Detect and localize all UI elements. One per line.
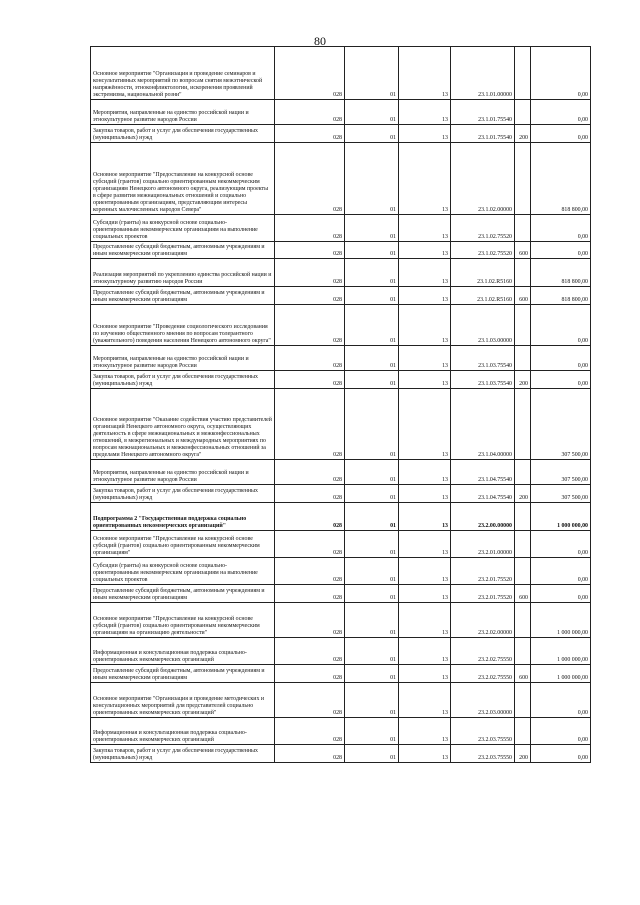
target-article-cell: 23.1.01.00000 xyxy=(451,47,515,100)
subsection-code-cell: 13 xyxy=(399,215,451,242)
section-code-cell: 01 xyxy=(345,47,399,100)
table-row xyxy=(91,558,591,585)
table-row xyxy=(91,47,591,100)
table-row xyxy=(91,287,591,305)
table-row xyxy=(91,503,591,531)
ministry-code-cell: 028 xyxy=(275,558,345,585)
ministry-code-cell: 028 xyxy=(275,305,345,346)
section-code-cell: 01 xyxy=(345,745,399,763)
table-row xyxy=(91,745,591,763)
amount-cell: 0,00 xyxy=(531,125,591,143)
table-row xyxy=(91,242,591,259)
subsection-code-cell: 13 xyxy=(399,683,451,718)
row-name-cell: Мероприятия, направленные на единство российской нации и этнокультурное развитие народов России xyxy=(91,460,275,485)
row-name-cell: Основное мероприятие "Организация и проведение семинаров и консультативных мероприятий по вопросам снятия межэтнической напряжённости, этноконфликтологии, искоренения проявлений экстремизма, национальной розни" xyxy=(91,47,275,100)
subsection-code-cell: 13 xyxy=(399,718,451,745)
target-article-cell: 23.2.00.00000 xyxy=(451,503,515,531)
ministry-code-cell: 028 xyxy=(275,47,345,100)
table-row xyxy=(91,143,591,215)
row-name-cell: Закупка товаров, работ и услуг для обеспечения государственных (муниципальных) нужд xyxy=(91,745,275,763)
section-code-cell: 01 xyxy=(345,371,399,389)
ministry-code-cell: 028 xyxy=(275,603,345,638)
target-article-cell: 23.2.01.75520 xyxy=(451,558,515,585)
section-code-cell: 01 xyxy=(345,215,399,242)
table-row xyxy=(91,603,591,638)
amount-cell: 307 500,00 xyxy=(531,485,591,503)
row-name-cell: Субсидии (гранты) на конкурсной основе социально-ориентированным некоммерческим организациям на выполнение социальных проектов xyxy=(91,215,275,242)
amount-cell: 0,00 xyxy=(531,47,591,100)
expense-type-cell xyxy=(515,143,531,215)
table-row xyxy=(91,531,591,558)
subsection-code-cell: 13 xyxy=(399,485,451,503)
ministry-code-cell: 028 xyxy=(275,683,345,718)
section-code-cell: 01 xyxy=(345,503,399,531)
expense-type-cell xyxy=(515,683,531,718)
target-article-cell: 23.1.03.75540 xyxy=(451,371,515,389)
section-code-cell: 01 xyxy=(345,665,399,683)
expense-type-cell: 200 xyxy=(515,371,531,389)
section-code-cell: 01 xyxy=(345,143,399,215)
target-article-cell: 23.1.04.75540 xyxy=(451,460,515,485)
amount-cell: 0,00 xyxy=(531,100,591,125)
ministry-code-cell: 028 xyxy=(275,503,345,531)
row-name-cell: Основное мероприятие "Проведение социологического исследования по изучению общественного мнения по вопросам толерантного (уважительного) поведения населения Ненецкого автономного округа" xyxy=(91,305,275,346)
row-name-cell: Субсидии (гранты) на конкурсной основе социально-ориентированным некоммерческим организациям на выполнение социальных проектов xyxy=(91,558,275,585)
amount-cell: 1 000 000,00 xyxy=(531,503,591,531)
target-article-cell: 23.1.02.R5160 xyxy=(451,287,515,305)
amount-cell: 1 000 000,00 xyxy=(531,638,591,665)
ministry-code-cell: 028 xyxy=(275,125,345,143)
expense-type-cell: 600 xyxy=(515,242,531,259)
amount-cell: 1 000 000,00 xyxy=(531,603,591,638)
row-name-cell: Основное мероприятие "Предоставление на конкурсной основе субсидий (грантов) социально ориентированным некоммерческим организациям на организацию деятельности" xyxy=(91,603,275,638)
expense-type-cell xyxy=(515,259,531,287)
subsection-code-cell: 13 xyxy=(399,287,451,305)
ministry-code-cell: 028 xyxy=(275,718,345,745)
ministry-code-cell: 028 xyxy=(275,460,345,485)
table-row xyxy=(91,665,591,683)
subsection-code-cell: 13 xyxy=(399,125,451,143)
table-row xyxy=(91,346,591,371)
ministry-code-cell: 028 xyxy=(275,346,345,371)
expense-type-cell xyxy=(515,638,531,665)
target-article-cell: 23.1.02.R5160 xyxy=(451,259,515,287)
amount-cell: 0,00 xyxy=(531,371,591,389)
subsection-code-cell: 13 xyxy=(399,638,451,665)
subsection-code-cell: 13 xyxy=(399,305,451,346)
ministry-code-cell: 028 xyxy=(275,389,345,460)
section-code-cell: 01 xyxy=(345,460,399,485)
section-code-cell: 01 xyxy=(345,259,399,287)
amount-cell: 0,00 xyxy=(531,346,591,371)
section-code-cell: 01 xyxy=(345,718,399,745)
section-code-cell: 01 xyxy=(345,485,399,503)
row-name-cell: Предоставление субсидий бюджетным, автономным учреждениям и иным некоммерческим организациям xyxy=(91,287,275,305)
target-article-cell: 23.2.03.75550 xyxy=(451,745,515,763)
target-article-cell: 23.1.04.00000 xyxy=(451,389,515,460)
row-name-cell: Информационная и консультационная поддержка социально-ориентированных некоммерческих организаций xyxy=(91,638,275,665)
table-row xyxy=(91,389,591,460)
amount-cell: 818 800,00 xyxy=(531,143,591,215)
row-name-cell: Основное мероприятие "Оказание содействия участию представителей организаций Ненецкого автономного округа, осуществляющих деятельность в сфере межнациональных и межконфессиональных отношений, в межрегиональных и международных мероприятиях по вопросам межнациональных и межконфессиональных отношений за пределами Ненецкого автономного округа" xyxy=(91,389,275,460)
amount-cell: 0,00 xyxy=(531,718,591,745)
expense-type-cell xyxy=(515,718,531,745)
table-row xyxy=(91,638,591,665)
section-code-cell: 01 xyxy=(345,638,399,665)
subsection-code-cell: 13 xyxy=(399,346,451,371)
amount-cell: 0,00 xyxy=(531,305,591,346)
row-name-cell: Предоставление субсидий бюджетным, автономным учреждениям и иным некоммерческим организациям xyxy=(91,585,275,603)
expense-type-cell xyxy=(515,460,531,485)
ministry-code-cell: 028 xyxy=(275,531,345,558)
expense-type-cell xyxy=(515,47,531,100)
subsection-code-cell: 13 xyxy=(399,665,451,683)
row-name-cell: Основное мероприятие "Организация и проведение методических и консультационных мероприятий для представителей социально ориентированных некоммерческих организаций" xyxy=(91,683,275,718)
subsection-code-cell: 13 xyxy=(399,242,451,259)
amount-cell: 818 800,00 xyxy=(531,287,591,305)
section-code-cell: 01 xyxy=(345,125,399,143)
target-article-cell: 23.1.01.75540 xyxy=(451,100,515,125)
target-article-cell: 23.1.02.00000 xyxy=(451,143,515,215)
expense-type-cell xyxy=(515,215,531,242)
target-article-cell: 23.1.01.75540 xyxy=(451,125,515,143)
expense-type-cell xyxy=(515,100,531,125)
table-row xyxy=(91,215,591,242)
section-code-cell: 01 xyxy=(345,683,399,718)
ministry-code-cell: 028 xyxy=(275,745,345,763)
section-code-cell: 01 xyxy=(345,100,399,125)
target-article-cell: 23.2.03.00000 xyxy=(451,683,515,718)
ministry-code-cell: 028 xyxy=(275,638,345,665)
expense-type-cell: 200 xyxy=(515,485,531,503)
target-article-cell: 23.1.02.75520 xyxy=(451,242,515,259)
amount-cell: 0,00 xyxy=(531,558,591,585)
subsection-code-cell: 13 xyxy=(399,585,451,603)
target-article-cell: 23.2.02.75550 xyxy=(451,638,515,665)
ministry-code-cell: 028 xyxy=(275,100,345,125)
row-name-cell: Предоставление субсидий бюджетным, автономным учреждениям и иным некоммерческим организациям xyxy=(91,665,275,683)
target-article-cell: 23.1.03.00000 xyxy=(451,305,515,346)
amount-cell: 307 500,00 xyxy=(531,460,591,485)
row-name-cell: Закупка товаров, работ и услуг для обеспечения государственных (муниципальных) нужд xyxy=(91,371,275,389)
target-article-cell: 23.1.02.75520 xyxy=(451,215,515,242)
page-number: 80 xyxy=(314,34,326,48)
section-code-cell: 01 xyxy=(345,242,399,259)
amount-cell: 0,00 xyxy=(531,215,591,242)
table-row xyxy=(91,683,591,718)
target-article-cell: 23.2.01.75520 xyxy=(451,585,515,603)
target-article-cell: 23.2.03.75550 xyxy=(451,718,515,745)
table-row xyxy=(91,371,591,389)
ministry-code-cell: 028 xyxy=(275,143,345,215)
row-name-cell: Подпрограмма 2 "Государственная поддержка социально ориентированных некоммерческих организаций" xyxy=(91,503,275,531)
expense-type-cell: 600 xyxy=(515,665,531,683)
row-name-cell: Информационная и консультационная поддержка социально-ориентированных некоммерческих организаций xyxy=(91,718,275,745)
section-code-cell: 01 xyxy=(345,531,399,558)
section-code-cell: 01 xyxy=(345,346,399,371)
table-row xyxy=(91,585,591,603)
table-row xyxy=(91,305,591,346)
subsection-code-cell: 13 xyxy=(399,558,451,585)
amount-cell: 307 500,00 xyxy=(531,389,591,460)
budget-table xyxy=(90,46,591,763)
ministry-code-cell: 028 xyxy=(275,585,345,603)
ministry-code-cell: 028 xyxy=(275,259,345,287)
subsection-code-cell: 13 xyxy=(399,371,451,389)
row-name-cell: Мероприятия, направленные на единство российской нации и этнокультурное развитие народов России xyxy=(91,346,275,371)
subsection-code-cell: 13 xyxy=(399,531,451,558)
section-code-cell: 01 xyxy=(345,305,399,346)
row-name-cell: Основное мероприятие "Предоставление на конкурсной основе субсидий (грантов) социально ориентированным некоммерческим организациям" xyxy=(91,531,275,558)
ministry-code-cell: 028 xyxy=(275,287,345,305)
subsection-code-cell: 13 xyxy=(399,143,451,215)
subsection-code-cell: 13 xyxy=(399,745,451,763)
table-row xyxy=(91,125,591,143)
row-name-cell: Закупка товаров, работ и услуг для обеспечения государственных (муниципальных) нужд xyxy=(91,125,275,143)
section-code-cell: 01 xyxy=(345,558,399,585)
expense-type-cell: 200 xyxy=(515,125,531,143)
amount-cell: 818 800,00 xyxy=(531,259,591,287)
table-row xyxy=(91,460,591,485)
expense-type-cell xyxy=(515,503,531,531)
expense-type-cell: 200 xyxy=(515,745,531,763)
table-row xyxy=(91,718,591,745)
expense-type-cell xyxy=(515,305,531,346)
amount-cell: 0,00 xyxy=(531,745,591,763)
row-name-cell: Основное мероприятие "Предоставление на конкурсной основе субсидий (грантов) социально ориентированным некоммерческим организациям Ненецкого автономного округа, реализующим проекты в сфере развития межнациональных отношений и социально ориентированным организациям, представляющим интересы коренных малочисленных народов Севера" xyxy=(91,143,275,215)
table-body xyxy=(91,47,591,763)
expense-type-cell xyxy=(515,558,531,585)
target-article-cell: 23.1.03.75540 xyxy=(451,346,515,371)
subsection-code-cell: 13 xyxy=(399,603,451,638)
target-article-cell: 23.2.02.00000 xyxy=(451,603,515,638)
row-name-cell: Предоставление субсидий бюджетным, автономным учреждениям и иным некоммерческим организациям xyxy=(91,242,275,259)
table-row xyxy=(91,259,591,287)
amount-cell: 0,00 xyxy=(531,683,591,718)
section-code-cell: 01 xyxy=(345,603,399,638)
amount-cell: 1 000 000,00 xyxy=(531,665,591,683)
ministry-code-cell: 028 xyxy=(275,215,345,242)
expense-type-cell xyxy=(515,531,531,558)
amount-cell: 0,00 xyxy=(531,242,591,259)
target-article-cell: 23.1.04.75540 xyxy=(451,485,515,503)
amount-cell: 0,00 xyxy=(531,531,591,558)
ministry-code-cell: 028 xyxy=(275,242,345,259)
subsection-code-cell: 13 xyxy=(399,503,451,531)
section-code-cell: 01 xyxy=(345,287,399,305)
expense-type-cell xyxy=(515,346,531,371)
table-row xyxy=(91,485,591,503)
expense-type-cell xyxy=(515,603,531,638)
row-name-cell: Закупка товаров, работ и услуг для обеспечения государственных (муниципальных) нужд xyxy=(91,485,275,503)
target-article-cell: 23.2.01.00000 xyxy=(451,531,515,558)
ministry-code-cell: 028 xyxy=(275,485,345,503)
subsection-code-cell: 13 xyxy=(399,100,451,125)
subsection-code-cell: 13 xyxy=(399,47,451,100)
subsection-code-cell: 13 xyxy=(399,389,451,460)
expense-type-cell xyxy=(515,389,531,460)
expense-type-cell: 600 xyxy=(515,585,531,603)
row-name-cell: Реализация мероприятий по укреплению единства российской нации и этнокультурному развитию народов России xyxy=(91,259,275,287)
expense-type-cell: 600 xyxy=(515,287,531,305)
ministry-code-cell: 028 xyxy=(275,371,345,389)
target-article-cell: 23.2.02.75550 xyxy=(451,665,515,683)
ministry-code-cell: 028 xyxy=(275,665,345,683)
row-name-cell: Мероприятия, направленные на единство российской нации и этнокультурное развитие народов России xyxy=(91,100,275,125)
subsection-code-cell: 13 xyxy=(399,259,451,287)
section-code-cell: 01 xyxy=(345,585,399,603)
section-code-cell: 01 xyxy=(345,389,399,460)
amount-cell: 0,00 xyxy=(531,585,591,603)
subsection-code-cell: 13 xyxy=(399,460,451,485)
table-row xyxy=(91,100,591,125)
